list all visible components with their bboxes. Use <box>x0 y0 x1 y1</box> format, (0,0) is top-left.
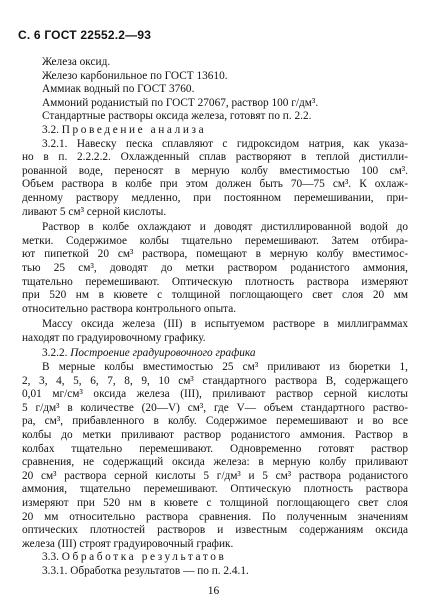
text-line: 0,01 мг/см³ оксида железа (III), приливают раствор серной кислоты <box>22 388 408 401</box>
paragraph-mass <box>22 318 408 345</box>
page-number: 16 <box>207 585 220 597</box>
text-line: аммония, тщательно перемешивают. Оптическую плотность раствора <box>22 483 408 496</box>
section-number: 3.2. <box>42 123 59 136</box>
text-line: 20 мм относительно раствора сравнения. По полученным значениям <box>22 510 408 523</box>
text-line: тью 25 см³, доводят до метки раствором роданистого аммония, <box>22 261 408 274</box>
text-line: денному раствору медленно, при постоянном перемешивании, при- <box>22 191 408 204</box>
text-line: Раствор в колбе охлаждают и доводят дистиллированной водой до <box>42 221 408 234</box>
text-line: находят по градуировочному графику. <box>22 331 206 344</box>
text-line: Объем раствора в колбе при этом должен быть 70—75 см³. К охлаж- <box>22 178 408 191</box>
reagents-list <box>22 56 408 124</box>
text-line: ра, см³, прибавленного в колбу. Содержимое перемешивают и во все <box>22 415 408 428</box>
section-3-3-heading <box>22 551 408 565</box>
reagent-line: Аммоний роданистый по ГОСТ 27067, раствор 100 г/дм³. <box>42 96 319 109</box>
section-3-2-heading <box>22 124 408 138</box>
text-line: 5 г/дм³ в количестве (20—V) см³, где V— объем стандартного раство- <box>22 401 408 414</box>
paragraph-3-2-1 <box>22 138 408 220</box>
text-line: железа (III) строят градуировочный график. <box>22 537 234 550</box>
section-3-2-2-heading <box>22 347 408 361</box>
section-number: 3.2.2. <box>42 347 68 360</box>
text-line: В мерные колбы вместимостью 25 см³ приливают из бюретки 1, <box>42 361 408 374</box>
text-line: относительно раствора контрольного опыта. <box>22 302 237 315</box>
paragraph-calibration <box>22 361 408 551</box>
section-title: Построение градуировочного графика <box>70 347 256 360</box>
section-number: 3.3. <box>42 551 59 564</box>
text-line: тщательно перемешивают. Оптическую плотность раствора измеряют <box>22 275 408 288</box>
text-line: измеряют при 520 нм в кювете с толщиной поглощающего свет слоя <box>22 497 408 509</box>
reagent-line: Стандартные растворы оксида железа, готовят по п. 2.2. <box>42 110 312 123</box>
text-line: оптических плотностей растворов и известным содержаниям оксида <box>22 524 408 537</box>
text-line: метки. Содержимое колбы тщательно перемешивают. Затем отбира- <box>22 234 408 247</box>
text-line: сравнения, не содержащий оксида железа: в мерную колбу приливают <box>22 456 408 469</box>
text-line: колбах тщательно перемешивают. Одновременно готовят раствор <box>22 442 408 455</box>
text-line: при 520 нм в кювете с толщиной поглощающего свет слоя 20 мм <box>22 289 408 302</box>
text-line: Массу оксида железа (III) в испытуемом растворе в миллиграммах <box>42 318 408 331</box>
paragraph-solution <box>22 221 408 316</box>
reagent-line: Железа оксид. <box>42 56 111 68</box>
section-title: Проведение анализа <box>61 123 207 136</box>
text-line: 2, 3, 4, 5, 6, 7, 8, 9, 10 см³ стандартного раствора В, содержащего <box>22 374 408 387</box>
text-line: ют пипеткой 20 см³ раствора, помещают в мерную колбу вместимос- <box>22 248 408 261</box>
paragraph-3-3-1: 3.3.1. Обработка результатов — по п. 2.4.1. <box>42 564 249 577</box>
section-title: Обработка результатов <box>61 551 227 564</box>
text-line: 20 см³ раствора серной кислоты 5 г/дм³ и 5 см³ раствора роданистого <box>22 469 408 482</box>
text-line: ливают 5 см³ серной кислоты. <box>22 205 167 218</box>
text-line: но в п. 2.2.2.2. Охлажденный сплав растворяют в теплой дистилли- <box>22 151 408 164</box>
text-line: 3.2.1. Навеску песка сплавляют с гидроксидом натрия, как указа- <box>42 137 408 150</box>
text-line: колбы до метки приливают раствор роданистого аммония. Раствор в <box>22 429 408 442</box>
reagent-line: Железо карбонильное по ГОСТ 13610. <box>42 69 228 82</box>
document-body <box>22 56 408 579</box>
text-line: рованной воде, переносят в мерную колбу вместимостью 100 см³. <box>22 164 408 177</box>
reagent-line: Аммиак водный по ГОСТ 3760. <box>42 83 195 96</box>
page-header: С. 6 ГОСТ 22552.2—93 <box>18 28 152 42</box>
